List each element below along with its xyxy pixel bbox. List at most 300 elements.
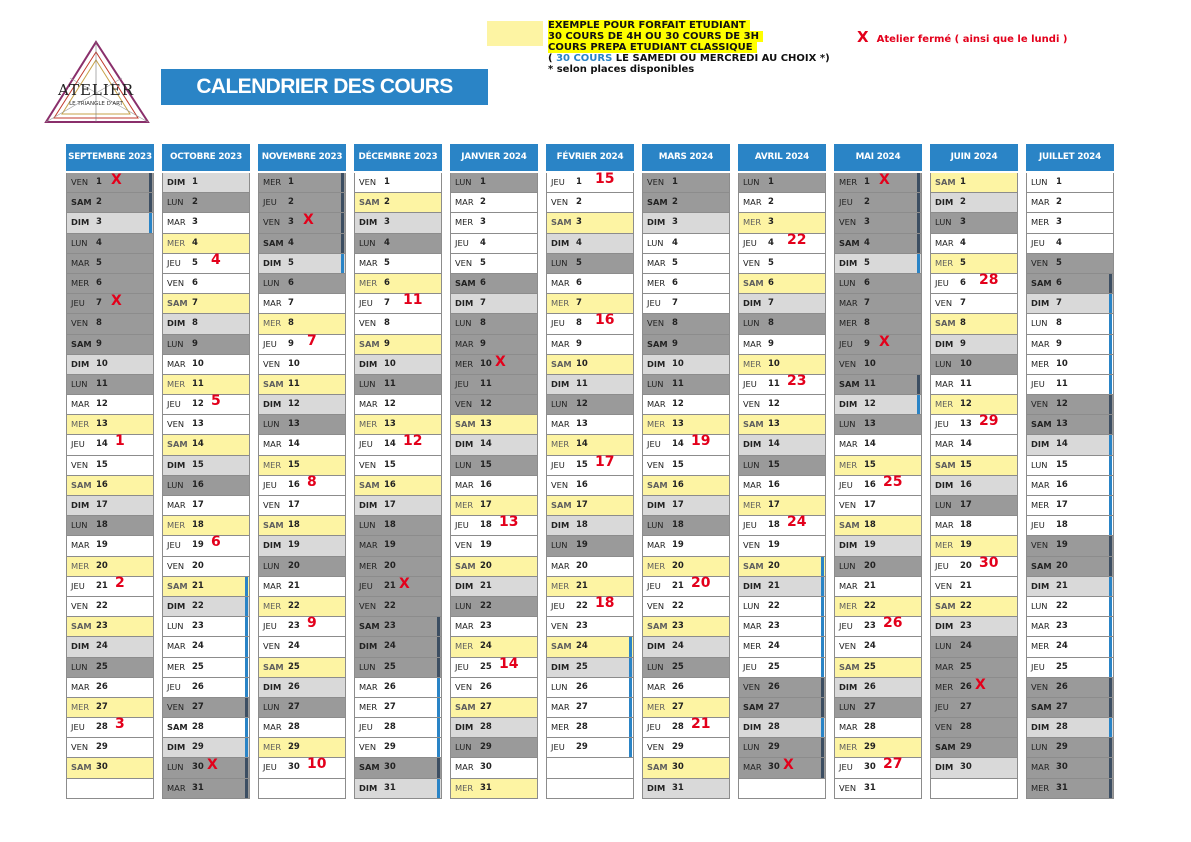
day-cell bbox=[1026, 617, 1114, 637]
day-cell bbox=[66, 698, 154, 718]
weekday-label: VEN bbox=[935, 722, 953, 733]
day-cell bbox=[450, 779, 538, 799]
day-number: 11 bbox=[288, 378, 300, 389]
day-number: 30 bbox=[672, 762, 684, 773]
holiday-stripe bbox=[1109, 415, 1112, 434]
holiday-stripe bbox=[917, 213, 920, 232]
weekday-label: MAR bbox=[1031, 621, 1050, 632]
day-cell bbox=[258, 496, 346, 516]
month-header: DÉCEMBRE 2023 bbox=[354, 144, 442, 171]
day-cell bbox=[162, 516, 250, 536]
day-cell bbox=[546, 678, 634, 698]
day-number: 20 bbox=[768, 560, 780, 571]
day-cell bbox=[642, 516, 730, 536]
day-number: 2 bbox=[960, 197, 966, 208]
day-cell bbox=[450, 395, 538, 415]
day-number: 8 bbox=[288, 318, 294, 329]
weekday-label: VEN bbox=[263, 641, 281, 652]
holiday-stripe bbox=[245, 678, 248, 697]
day-number: 27 bbox=[960, 701, 972, 712]
day-number: 25 bbox=[864, 661, 876, 672]
day-cell bbox=[66, 193, 154, 213]
day-cell bbox=[354, 456, 442, 476]
month-header: FÉVRIER 2024 bbox=[546, 144, 634, 171]
day-number: 4 bbox=[864, 237, 870, 248]
holiday-stripe bbox=[1109, 516, 1112, 535]
day-cell bbox=[354, 375, 442, 395]
day-number: 1 bbox=[672, 177, 678, 187]
day-cell bbox=[834, 335, 922, 355]
weekday-label: JEU bbox=[743, 378, 757, 389]
day-cell bbox=[354, 718, 442, 738]
day-cell bbox=[642, 738, 730, 758]
day-cell bbox=[642, 456, 730, 476]
day-cell bbox=[930, 577, 1018, 597]
day-number: 11 bbox=[1056, 378, 1068, 389]
day-cell bbox=[162, 637, 250, 657]
weekday-label: VEN bbox=[71, 177, 89, 187]
day-cell bbox=[450, 617, 538, 637]
day-cell bbox=[162, 355, 250, 375]
weekday-label: VEN bbox=[167, 419, 185, 430]
day-number: 18 bbox=[480, 520, 492, 531]
closed-mark: X bbox=[879, 172, 890, 188]
holiday-stripe bbox=[629, 698, 632, 717]
weekday-label: LUN bbox=[167, 762, 184, 773]
weekday-label: SAM bbox=[455, 701, 476, 712]
weekday-label: MAR bbox=[743, 197, 762, 208]
triangle-logo-icon bbox=[40, 38, 152, 128]
weekday-label: MAR bbox=[263, 298, 282, 309]
weekday-label: VEN bbox=[839, 217, 857, 228]
weekday-label: VEN bbox=[647, 742, 665, 753]
day-cell bbox=[546, 577, 634, 597]
day-cell bbox=[930, 496, 1018, 516]
day-number: 19 bbox=[192, 540, 204, 551]
course-number: 20 bbox=[691, 574, 711, 591]
day-cell bbox=[450, 557, 538, 577]
weekday-label: DIM bbox=[263, 681, 282, 692]
month-column bbox=[1026, 144, 1114, 799]
day-number: 10 bbox=[768, 358, 780, 369]
day-cell bbox=[162, 335, 250, 355]
day-number: 14 bbox=[192, 439, 204, 450]
day-cell bbox=[66, 314, 154, 334]
day-number: 11 bbox=[480, 378, 492, 389]
day-cell bbox=[162, 718, 250, 738]
weekday-label: LUN bbox=[935, 217, 952, 228]
day-cell bbox=[354, 254, 442, 274]
day-cell bbox=[834, 294, 922, 314]
weekday-label: DIM bbox=[551, 378, 570, 389]
weekday-label: VEN bbox=[359, 318, 377, 329]
day-cell bbox=[738, 779, 826, 799]
holiday-stripe bbox=[437, 617, 440, 636]
course-number: 11 bbox=[403, 292, 423, 309]
day-cell bbox=[354, 536, 442, 556]
day-cell bbox=[930, 698, 1018, 718]
day-cell bbox=[66, 476, 154, 496]
weekday-label: LUN bbox=[455, 600, 472, 611]
weekday-label: JEU bbox=[551, 742, 565, 753]
day-cell bbox=[642, 335, 730, 355]
day-number: 29 bbox=[384, 742, 396, 753]
day-cell bbox=[546, 594, 634, 617]
weekday-label: MER bbox=[1031, 217, 1050, 228]
day-cell bbox=[162, 698, 250, 718]
day-number: 26 bbox=[672, 681, 684, 692]
logo-text-sub: LE TRIANGLE D'ART bbox=[69, 101, 123, 107]
weekday-label: LUN bbox=[455, 318, 472, 329]
weekday-label: SAM bbox=[935, 600, 956, 611]
day-cell bbox=[162, 577, 250, 597]
weekday-label: MER bbox=[167, 378, 186, 389]
day-number: 29 bbox=[672, 742, 684, 753]
day-number: 2 bbox=[1056, 197, 1062, 208]
weekday-label: MER bbox=[167, 661, 186, 672]
day-number: 9 bbox=[576, 338, 582, 349]
day-number: 21 bbox=[768, 580, 780, 591]
day-cell bbox=[162, 476, 250, 496]
day-cell bbox=[450, 698, 538, 718]
day-cell bbox=[66, 658, 154, 678]
page-title: CALENDRIER DES COURS 2023/2024 bbox=[161, 69, 488, 105]
day-number: 15 bbox=[768, 459, 780, 470]
legend-line-4-blue: 30 COURS bbox=[556, 53, 613, 64]
weekday-label: JEU bbox=[935, 701, 949, 712]
day-number: 20 bbox=[96, 560, 108, 571]
day-cell bbox=[930, 193, 1018, 213]
weekday-label: DIM bbox=[839, 257, 858, 268]
weekday-label: VEN bbox=[647, 600, 665, 611]
day-number: 30 bbox=[768, 762, 780, 773]
weekday-label: LUN bbox=[71, 520, 88, 531]
day-number: 30 bbox=[480, 762, 492, 773]
day-number: 31 bbox=[864, 782, 876, 793]
day-number: 4 bbox=[384, 237, 390, 248]
day-number: 20 bbox=[576, 560, 588, 571]
day-cell bbox=[450, 456, 538, 476]
day-cell bbox=[930, 415, 1018, 435]
day-cell bbox=[450, 254, 538, 274]
holiday-stripe bbox=[821, 738, 824, 757]
day-number: 23 bbox=[1056, 621, 1068, 632]
weekday-label: SAM bbox=[647, 762, 668, 773]
course-number: 16 bbox=[595, 312, 615, 329]
day-number: 22 bbox=[768, 600, 780, 611]
day-cell bbox=[66, 536, 154, 556]
holiday-stripe bbox=[149, 173, 152, 192]
day-cell bbox=[1026, 597, 1114, 617]
weekday-label: JEU bbox=[71, 439, 85, 450]
day-cell bbox=[450, 597, 538, 617]
day-cell bbox=[450, 718, 538, 738]
day-number: 5 bbox=[1056, 257, 1062, 268]
month-header: MAI 2024 bbox=[834, 144, 922, 171]
day-number: 8 bbox=[1056, 318, 1062, 329]
day-number: 17 bbox=[672, 500, 684, 510]
day-number: 21 bbox=[576, 580, 588, 591]
weekday-label: MAR bbox=[455, 479, 474, 490]
day-cell bbox=[66, 355, 154, 375]
day-cell bbox=[546, 213, 634, 233]
day-number: 11 bbox=[768, 378, 780, 389]
day-cell bbox=[546, 779, 634, 799]
day-number: 25 bbox=[672, 661, 684, 672]
day-cell bbox=[546, 314, 634, 334]
weekday-label: LUN bbox=[743, 318, 760, 329]
day-cell bbox=[738, 496, 826, 516]
day-cell bbox=[354, 355, 442, 375]
closed-mark: X bbox=[879, 333, 890, 350]
holiday-stripe bbox=[1109, 597, 1112, 616]
closed-mark: X bbox=[783, 757, 794, 774]
day-cell bbox=[834, 536, 922, 556]
day-cell bbox=[258, 294, 346, 314]
day-number: 3 bbox=[576, 217, 582, 228]
day-number: 29 bbox=[960, 742, 972, 753]
day-number: 8 bbox=[576, 318, 582, 329]
weekday-label: MER bbox=[1031, 782, 1050, 793]
weekday-label: VEN bbox=[647, 318, 665, 329]
day-cell bbox=[450, 435, 538, 455]
weekday-label: VEN bbox=[935, 580, 953, 591]
day-cell bbox=[642, 597, 730, 617]
day-cell bbox=[162, 251, 250, 274]
day-number: 9 bbox=[768, 338, 774, 349]
day-cell bbox=[1026, 658, 1114, 678]
day-cell bbox=[738, 516, 826, 536]
day-cell bbox=[738, 456, 826, 476]
weekday-label: MER bbox=[71, 419, 90, 430]
weekday-label: MAR bbox=[551, 701, 570, 712]
day-number: 30 bbox=[960, 762, 972, 773]
course-number: 30 bbox=[979, 554, 999, 571]
day-number: 27 bbox=[192, 701, 204, 712]
day-cell bbox=[258, 758, 346, 778]
weekday-label: VEN bbox=[839, 641, 857, 652]
day-number: 30 bbox=[96, 762, 108, 773]
day-number: 3 bbox=[480, 217, 486, 228]
day-cell bbox=[162, 173, 250, 193]
day-cell bbox=[546, 435, 634, 455]
day-number: 24 bbox=[480, 641, 492, 652]
weekday-label: MAR bbox=[647, 681, 666, 692]
day-number: 7 bbox=[576, 298, 582, 309]
course-number: 17 bbox=[595, 453, 615, 470]
holiday-stripe bbox=[629, 637, 632, 656]
day-number: 27 bbox=[288, 701, 300, 712]
day-cell bbox=[258, 557, 346, 577]
weekday-label: VEN bbox=[167, 277, 185, 288]
weekday-label: MER bbox=[647, 277, 666, 288]
day-cell bbox=[1026, 213, 1114, 233]
day-cell bbox=[1026, 456, 1114, 476]
holiday-stripe bbox=[1109, 678, 1112, 697]
weekday-label: VEN bbox=[743, 540, 761, 551]
day-cell bbox=[738, 678, 826, 698]
day-cell bbox=[834, 254, 922, 274]
day-cell bbox=[738, 372, 826, 395]
closed-mark-icon: X bbox=[857, 28, 869, 46]
day-number: 1 bbox=[192, 177, 198, 187]
day-cell bbox=[738, 395, 826, 415]
day-cell bbox=[66, 234, 154, 254]
day-cell bbox=[354, 395, 442, 415]
weekday-label: MAR bbox=[71, 540, 90, 551]
course-number: 26 bbox=[883, 615, 903, 632]
weekday-label: LUN bbox=[455, 742, 472, 753]
day-cell bbox=[162, 658, 250, 678]
day-number: 19 bbox=[960, 540, 972, 551]
day-cell bbox=[450, 738, 538, 758]
day-number: 27 bbox=[480, 701, 492, 712]
day-number: 9 bbox=[960, 338, 966, 349]
weekday-label: LUN bbox=[1031, 600, 1048, 611]
day-cell bbox=[834, 577, 922, 597]
day-cell bbox=[258, 473, 346, 496]
day-cell bbox=[642, 698, 730, 718]
day-cell bbox=[834, 435, 922, 455]
weekday-label: JEU bbox=[743, 661, 757, 672]
weekday-label: SAM bbox=[551, 358, 572, 369]
weekday-label: SAM bbox=[551, 500, 572, 510]
day-cell bbox=[450, 294, 538, 314]
day-cell bbox=[66, 496, 154, 516]
day-number: 23 bbox=[288, 621, 300, 632]
holiday-stripe bbox=[245, 637, 248, 656]
weekday-label: DIM bbox=[167, 318, 186, 329]
month-header: OCTOBRE 2023 bbox=[162, 144, 250, 171]
day-number: 3 bbox=[672, 217, 678, 228]
weekday-label: JEU bbox=[935, 560, 949, 571]
day-number: 9 bbox=[192, 338, 198, 349]
weekday-label: SAM bbox=[935, 742, 956, 753]
weekday-label: MAR bbox=[935, 439, 954, 450]
day-number: 11 bbox=[192, 378, 204, 389]
day-number: 19 bbox=[96, 540, 108, 551]
weekday-label: DIM bbox=[167, 459, 186, 470]
day-cell bbox=[66, 637, 154, 657]
day-number: 28 bbox=[672, 722, 684, 733]
weekday-label: MAR bbox=[1031, 338, 1050, 349]
day-cell bbox=[354, 516, 442, 536]
month-column bbox=[546, 144, 634, 799]
day-cell bbox=[642, 617, 730, 637]
weekday-label: JEU bbox=[1031, 378, 1045, 389]
day-cell bbox=[258, 415, 346, 435]
day-cell bbox=[162, 395, 250, 415]
day-cell bbox=[162, 314, 250, 334]
weekday-label: MAR bbox=[167, 782, 186, 793]
day-cell bbox=[930, 456, 1018, 476]
day-number: 7 bbox=[96, 298, 102, 309]
day-number: 6 bbox=[576, 277, 582, 288]
day-number: 12 bbox=[384, 399, 396, 410]
weekday-label: MAR bbox=[647, 257, 666, 268]
day-number: 18 bbox=[96, 520, 108, 531]
day-number: 31 bbox=[480, 782, 492, 793]
day-number: 3 bbox=[192, 217, 198, 228]
day-number: 13 bbox=[672, 419, 684, 430]
weekday-label: MAR bbox=[839, 722, 858, 733]
day-number: 28 bbox=[576, 722, 588, 733]
weekday-label: SAM bbox=[167, 580, 188, 591]
weekday-label: MAR bbox=[455, 338, 474, 349]
day-number: 10 bbox=[480, 358, 492, 369]
weekday-label: LUN bbox=[71, 237, 88, 248]
weekday-label: VEN bbox=[551, 621, 569, 632]
day-cell bbox=[642, 314, 730, 334]
weekday-label: VEN bbox=[839, 782, 857, 793]
day-number: 11 bbox=[96, 378, 108, 389]
weekday-label: JEU bbox=[839, 338, 853, 349]
weekday-label: VEN bbox=[935, 298, 953, 309]
weekday-label: MAR bbox=[743, 762, 762, 773]
day-number: 14 bbox=[480, 439, 492, 450]
day-cell bbox=[738, 231, 826, 254]
day-cell bbox=[834, 678, 922, 698]
weekday-label: DIM bbox=[839, 540, 858, 551]
weekday-label: SAM bbox=[359, 762, 380, 773]
day-cell bbox=[354, 415, 442, 435]
day-number: 26 bbox=[768, 681, 780, 692]
day-number: 23 bbox=[864, 621, 876, 632]
weekday-label: LUN bbox=[359, 520, 376, 531]
day-cell bbox=[834, 456, 922, 476]
day-cell bbox=[1026, 395, 1114, 415]
weekday-label: SAM bbox=[935, 177, 956, 187]
holiday-stripe bbox=[1109, 738, 1112, 757]
day-number: 19 bbox=[768, 540, 780, 551]
day-cell bbox=[642, 193, 730, 213]
day-number: 21 bbox=[672, 580, 684, 591]
day-number: 5 bbox=[768, 257, 774, 268]
day-number: 7 bbox=[384, 298, 390, 309]
closed-mark: X bbox=[111, 293, 122, 310]
day-number: 24 bbox=[1056, 641, 1068, 652]
day-cell bbox=[930, 335, 1018, 355]
day-cell bbox=[1026, 435, 1114, 455]
day-number: 10 bbox=[864, 358, 876, 369]
weekday-label: SAM bbox=[743, 560, 764, 571]
day-cell bbox=[546, 476, 634, 496]
day-number: 10 bbox=[192, 358, 204, 369]
weekday-label: MAR bbox=[263, 580, 282, 591]
weekday-label: MAR bbox=[455, 621, 474, 632]
weekday-label: SAM bbox=[647, 338, 668, 349]
day-number: 6 bbox=[192, 277, 198, 288]
day-cell bbox=[354, 435, 442, 455]
day-cell bbox=[1026, 637, 1114, 657]
weekday-label: DIM bbox=[935, 197, 954, 208]
weekday-label: JEU bbox=[647, 722, 661, 733]
day-number: 8 bbox=[864, 318, 870, 329]
weekday-label: DIM bbox=[839, 681, 858, 692]
weekday-label: VEN bbox=[263, 500, 281, 510]
weekday-label: MAR bbox=[71, 257, 90, 268]
weekday-label: MER bbox=[359, 277, 378, 288]
day-number: 4 bbox=[672, 237, 678, 248]
day-cell bbox=[834, 395, 922, 415]
weekday-label: MAR bbox=[263, 722, 282, 733]
holiday-stripe bbox=[821, 597, 824, 616]
weekday-label: VEN bbox=[839, 358, 857, 369]
day-number: 20 bbox=[864, 560, 876, 571]
day-number: 13 bbox=[960, 419, 972, 430]
day-number: 1 bbox=[1056, 177, 1062, 187]
day-number: 12 bbox=[768, 399, 780, 410]
